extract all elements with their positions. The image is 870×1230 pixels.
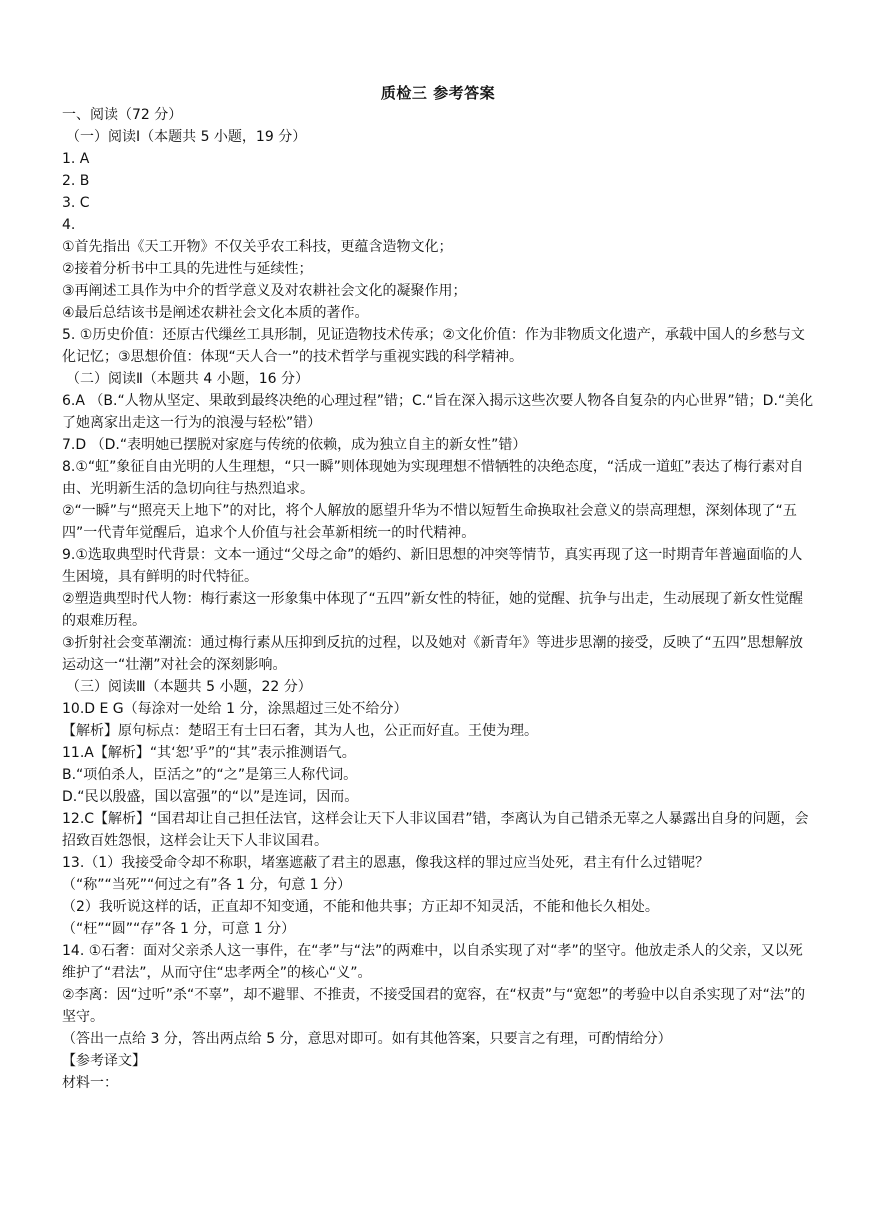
answer-line: ④最后总结该书是阐述农耕社会文化本质的著作。 [62,305,369,321]
answer-line: ③折射社会变革潮流：通过梅行素从压抑到反抗的过程，以及她对《新青年》等进步思潮的接受，反映了“五四”思想解放运动这一“壮潮”对社会的深刻影响。 [62,635,804,673]
answer-line: 14. ①石奢：面对父亲杀人这一事件，在“孝”与“法”的两难中，以自杀实现了对“孝”的坚守。他放走杀人的父亲，又以死维护了“君法”，从而守住“忠孝两全”的核心“义”。 [62,943,803,981]
answer-line: B.“项伯杀人，臣活之”的“之”是第三人称代词。 [62,767,358,783]
answer-line: 11.A【解析】“其‘恕’乎”的“其”表示推测语气。 [62,745,356,761]
section-heading: 一、阅读（72 分） [62,107,183,123]
answer-line: ②接着分析书中工具的先进性与延续性； [62,261,313,277]
answer-line: ②“一瞬”与“照亮天上地下”的对比，将个人解放的愿望升华为不惜以短暂生命换取社会意义的崇高理想，深刻体现了“五四”一代青年觉醒后，追求个人价值与社会革新相统一的时代精神。 [62,503,797,541]
subsection-heading: （二）阅读Ⅱ（本题共 4 小题，16 分） [66,371,309,387]
subsection-heading: （三）阅读Ⅲ（本题共 5 小题，22 分） [66,679,312,695]
answer-document [62,82,814,1116]
answer-line: 12.C【解析】“国君却让自己担任法官，这样会让天下人非议国君”错，李离认为自己错杀无辜之人暴露出自身的问题，会招致百姓怨恨，这样会让天下人非议国君。 [62,811,809,849]
answer-line: ①首先指出《天工开物》不仅关乎农工科技，更蕴含造物文化； [62,239,453,255]
answer-line: （答出一点给 3 分，答出两点给 5 分，意思对即可。如有其他答案，只要言之有理，可酌情给分） [62,1031,672,1047]
answer-line: 7.D （D.“表明她已摆脱对家庭与传统的依赖，成为独立自主的新女性”错） [62,437,527,453]
answer-line: 1. A [62,151,90,167]
answer-line: 13.（1）我接受命令却不称职，堵塞遮蔽了君主的恩惠，像我这样的罪过应当处死，君主有什么过错呢？ [62,855,710,871]
answer-line: ③再阐述工具作为中介的哲学意义及对农耕社会文化的凝聚作用； [62,283,467,299]
translation-heading: 材料一： [62,1075,118,1091]
answer-line: 2. B [62,173,90,189]
answer-line: 【解析】原句标点：楚昭王有士曰石奢，其为人也，公正而好直。王使为理。 [62,723,538,739]
material-label [62,1094,814,1116]
answer-line: 6.A （B.“人物从坚定、果敢到最终决绝的心理过程”错；C.“旨在深入揭示这些次要人物各自复杂的内心世界”错；D.“美化了她离家出走这一行为的浪漫与轻松”错） [62,393,814,431]
answer-line: 10.D E G（每涂对一处给 1 分，涂黑超过三处不给分） [62,701,408,717]
answer-line: 5. ①历史价值：还原古代缫丝工具形制，见证造物技术传承；②文化价值：作为非物质文化遗产，承载中国人的乡愁与文化记忆；③思想价值：体现“天人合一”的技术哲学与重视实践的科学精神。 [62,327,805,365]
answer-line: ②李离：因“过听”杀“不辜”，却不避罪、不推责，不接受国君的宽容，在“权责”与“宽恕”的考验中以自杀实现了对“法”的坚守。 [62,987,806,1025]
subsection-heading: （一）阅读Ⅰ（本题共 5 小题，19 分） [66,129,307,145]
answer-line: D.“民以殷盛，国以富强”的“以”是连词，因而。 [62,789,359,805]
answer-line: （2）我听说这样的话，正直却不知变通，不能和他共事；方正却不知灵活，不能和他长久相处。 [62,899,659,915]
answer-line: 9.①选取典型时代背景：文本一通过“父母之命”的婚约、新旧思想的冲突等情节，真实再现了这一时期青年普遍面临的人生困境，具有鲜明的时代特征。 [62,547,803,585]
answer-line: 4. [62,217,76,233]
answer-line: 8.①“虹”象征自由光明的人生理想，“只一瞬”则体现她为实现理想不惜牺牲的决绝态度，“活成一道虹”表达了梅行素对自由、光明新生活的急切向往与热烈追求。 [62,459,804,497]
answer-line: 【参考译文】 [62,1053,146,1069]
answer-line: ②塑造典型时代人物：梅行素这一形象集中体现了“五四”新女性的特征，她的觉醒、抗争与出走，生动展现了新女性觉醒的艰难历程。 [62,591,804,629]
answer-line: 3. C [62,195,90,211]
answer-line: （“枉”“圆”“存”各 1 分，可意 1 分） [62,921,296,937]
answer-line: （“称”“当死”“何过之有”各 1 分，句意 1 分） [62,877,352,893]
page-title: 质检三 参考答案 [380,84,496,102]
